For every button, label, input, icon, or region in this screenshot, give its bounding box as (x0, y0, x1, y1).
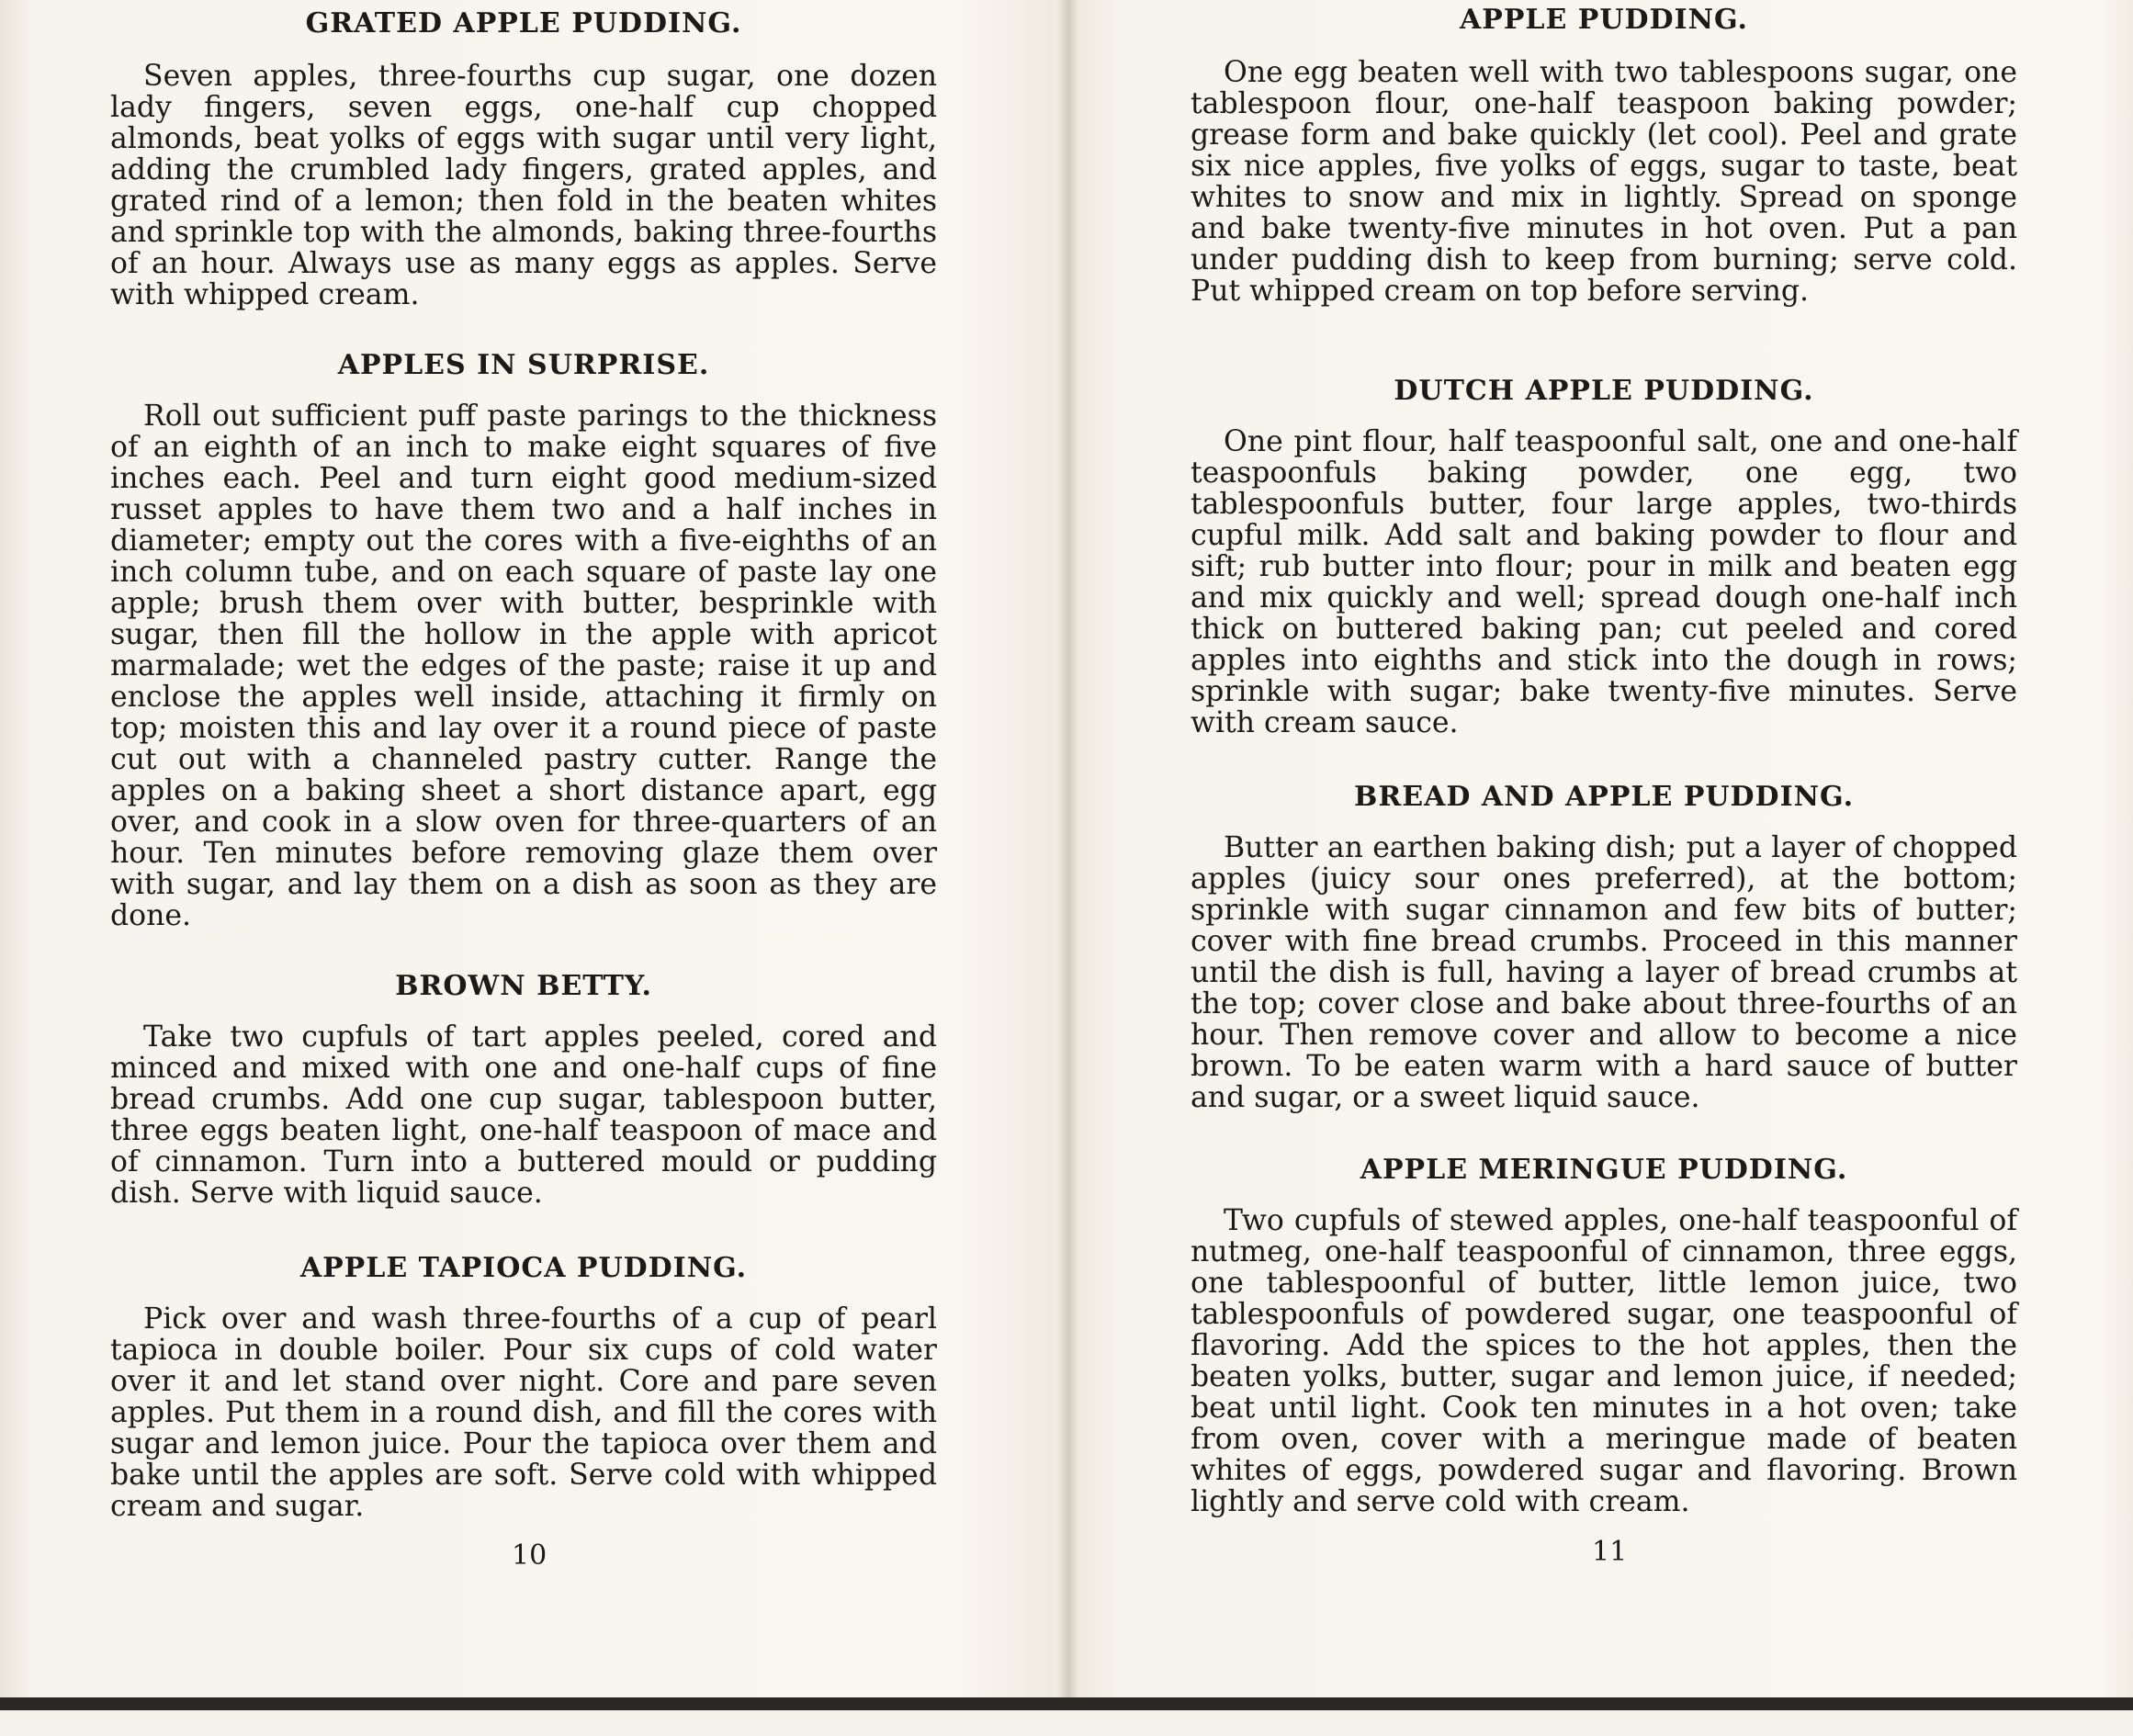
recipe-title: APPLE PUDDING. (1460, 4, 1748, 36)
recipe-dutch-apple-pudding (1191, 373, 2017, 738)
recipe-body: Pick over and wash three-fourths of a cup of pearl tapioca in double boiler. Pour six cups of cold water over it and let stand over night. Core and pare seven apples. Put them in a round dish, and fill the cores with sugar and lemon juice. Pour the tapioca over them and bake until the apples are soft. Serve cold with whipped cream and sugar. (110, 1302, 937, 1523)
recipe-title: APPLE TAPIOCA PUDDING. (299, 1252, 748, 1284)
recipe-body: One egg beaten well with two tablespoons sugar, one tablespoon flour, one-half teaspoon baking powder; grease form and bake quickly (let cool). Peel and grate six nice apples, five yolks of eggs, sugar to taste, beat whites to snow and mix in lightly. Spread on sponge and bake twenty-five minutes in hot oven. Put a pan under pudding dish to keep from burning; serve cold. Put whipped cream on top before serving. (1191, 56, 2017, 308)
recipe-title: APPLE MERINGUE PUDDING. (1360, 1154, 1848, 1186)
cover-edge (0, 1697, 2133, 1710)
scan-margin (0, 1710, 2133, 1736)
page-number-right: 11 (1592, 1536, 1628, 1568)
book-gutter (1056, 0, 1078, 1697)
recipe-body: One pint flour, half teaspoonful salt, one and one-half teaspoonfuls baking powder, one egg, two tablespoonfuls butter, four large apples, two-thirds cupful milk. Add salt and baking powder to flour and sift; rub butter into flour; pour in milk and beaten egg and mix quickly and well; spread dough one-half inch thick on buttered baking pan; cut peeled and cored apples into eighths and stick into the dough in rows; sprinkle with sugar; bake twenty-five minutes. Serve with cream sauce. (1191, 425, 2017, 739)
recipe-apple-meringue-pudding (1191, 1152, 2017, 1517)
recipe-apples-in-surprise (110, 347, 937, 931)
recipe-title: APPLES IN SURPRISE. (337, 349, 710, 381)
recipe-apple-pudding (1191, 2, 2017, 307)
recipe-body: Take two cupfuls of tart apples peeled, cored and minced and mixed with one and one-half cups of fine bread crumbs. Add one cup sugar, tablespoon butter, three eggs beaten light, one-half teaspoon of mace and of cinnamon. Turn into a buttered mould or pudding dish. Serve with liquid sauce. (110, 1020, 937, 1210)
page-number-left: 10 (512, 1539, 547, 1572)
recipe-title: GRATED APPLE PUDDING. (305, 7, 742, 39)
recipe-title: BROWN BETTY. (395, 970, 652, 1002)
recipe-body: Butter an earthen baking dish; put a layer of chopped apples (juicy sour ones preferred), at the bottom; sprinkle with sugar cinnamon and few bits of butter; cover with fine bread crumbs. Proceed in this manner until the dish is full, having a layer of bread crumbs at the top; cover close and bake about three-fourths of an hour. Then remove cover and allow to become a nice brown. To be eaten warm with a hard sauce of butter and sugar, or a sweet liquid sauce. (1191, 831, 2017, 1114)
recipe-body: Two cupfuls of stewed apples, one-half teaspoonful of nutmeg, one-half teaspoonful of cinnamon, three eggs, one tablespoonful of butter, little lemon juice, two tablespoonfuls of powdered sugar, one teaspoonful of flavoring. Add the spices to the hot apples, then the beaten yolks, butter, sugar and lemon juice, if needed; beat until light. Cook ten minutes in a hot oven; take from oven, cover with a meringue made of beaten whites of eggs, powdered sugar and flavoring. Brown lightly and serve cold with cream. (1191, 1204, 2017, 1518)
recipe-title: BREAD AND APPLE PUDDING. (1353, 781, 1855, 813)
recipe-grated-apple-pudding (110, 6, 937, 310)
recipe-brown-betty (110, 968, 937, 1209)
recipe-apple-tapioca-pudding (110, 1250, 937, 1522)
recipe-body: Seven apples, three-fourths cup sugar, one dozen lady fingers, seven eggs, one-half cup chopped almonds, beat yolks of eggs with sugar until very light, adding the crumbled lady fingers, grated apples, and grated rind of a lemon; then fold in the beaten whites and sprinkle top with the almonds, baking three-fourths of an hour. Always use as many eggs as apples. Serve with whipped cream. (110, 60, 937, 311)
recipe-bread-and-apple-pudding (1191, 779, 2017, 1113)
recipe-body: Roll out sufficient puff paste parings to the thickness of an eighth of an inch to make eight squares of five inches each. Peel and turn eight good medium-sized russet apples to have them two and a half inches in diameter; empty out the cores with a five-eighths of an inch column tube, and on each square of paste lay one apple; brush them over with butter, besprinkle with sugar, then fill the hollow in the apple with apricot marmalade; wet the edges of the paste; raise it up and enclose the apples well inside, attaching it firmly on top; moisten this and lay over it a round piece of paste cut out with a channeled pastry cutter. Range the apples on a baking sheet a short distance apart, egg over, and cook in a slow oven for three-quarters of an hour. Ten minutes before removing glaze them over with sugar, and lay them on a dish as soon as they are done. (110, 400, 937, 932)
recipe-title: DUTCH APPLE PUDDING. (1394, 375, 1814, 407)
